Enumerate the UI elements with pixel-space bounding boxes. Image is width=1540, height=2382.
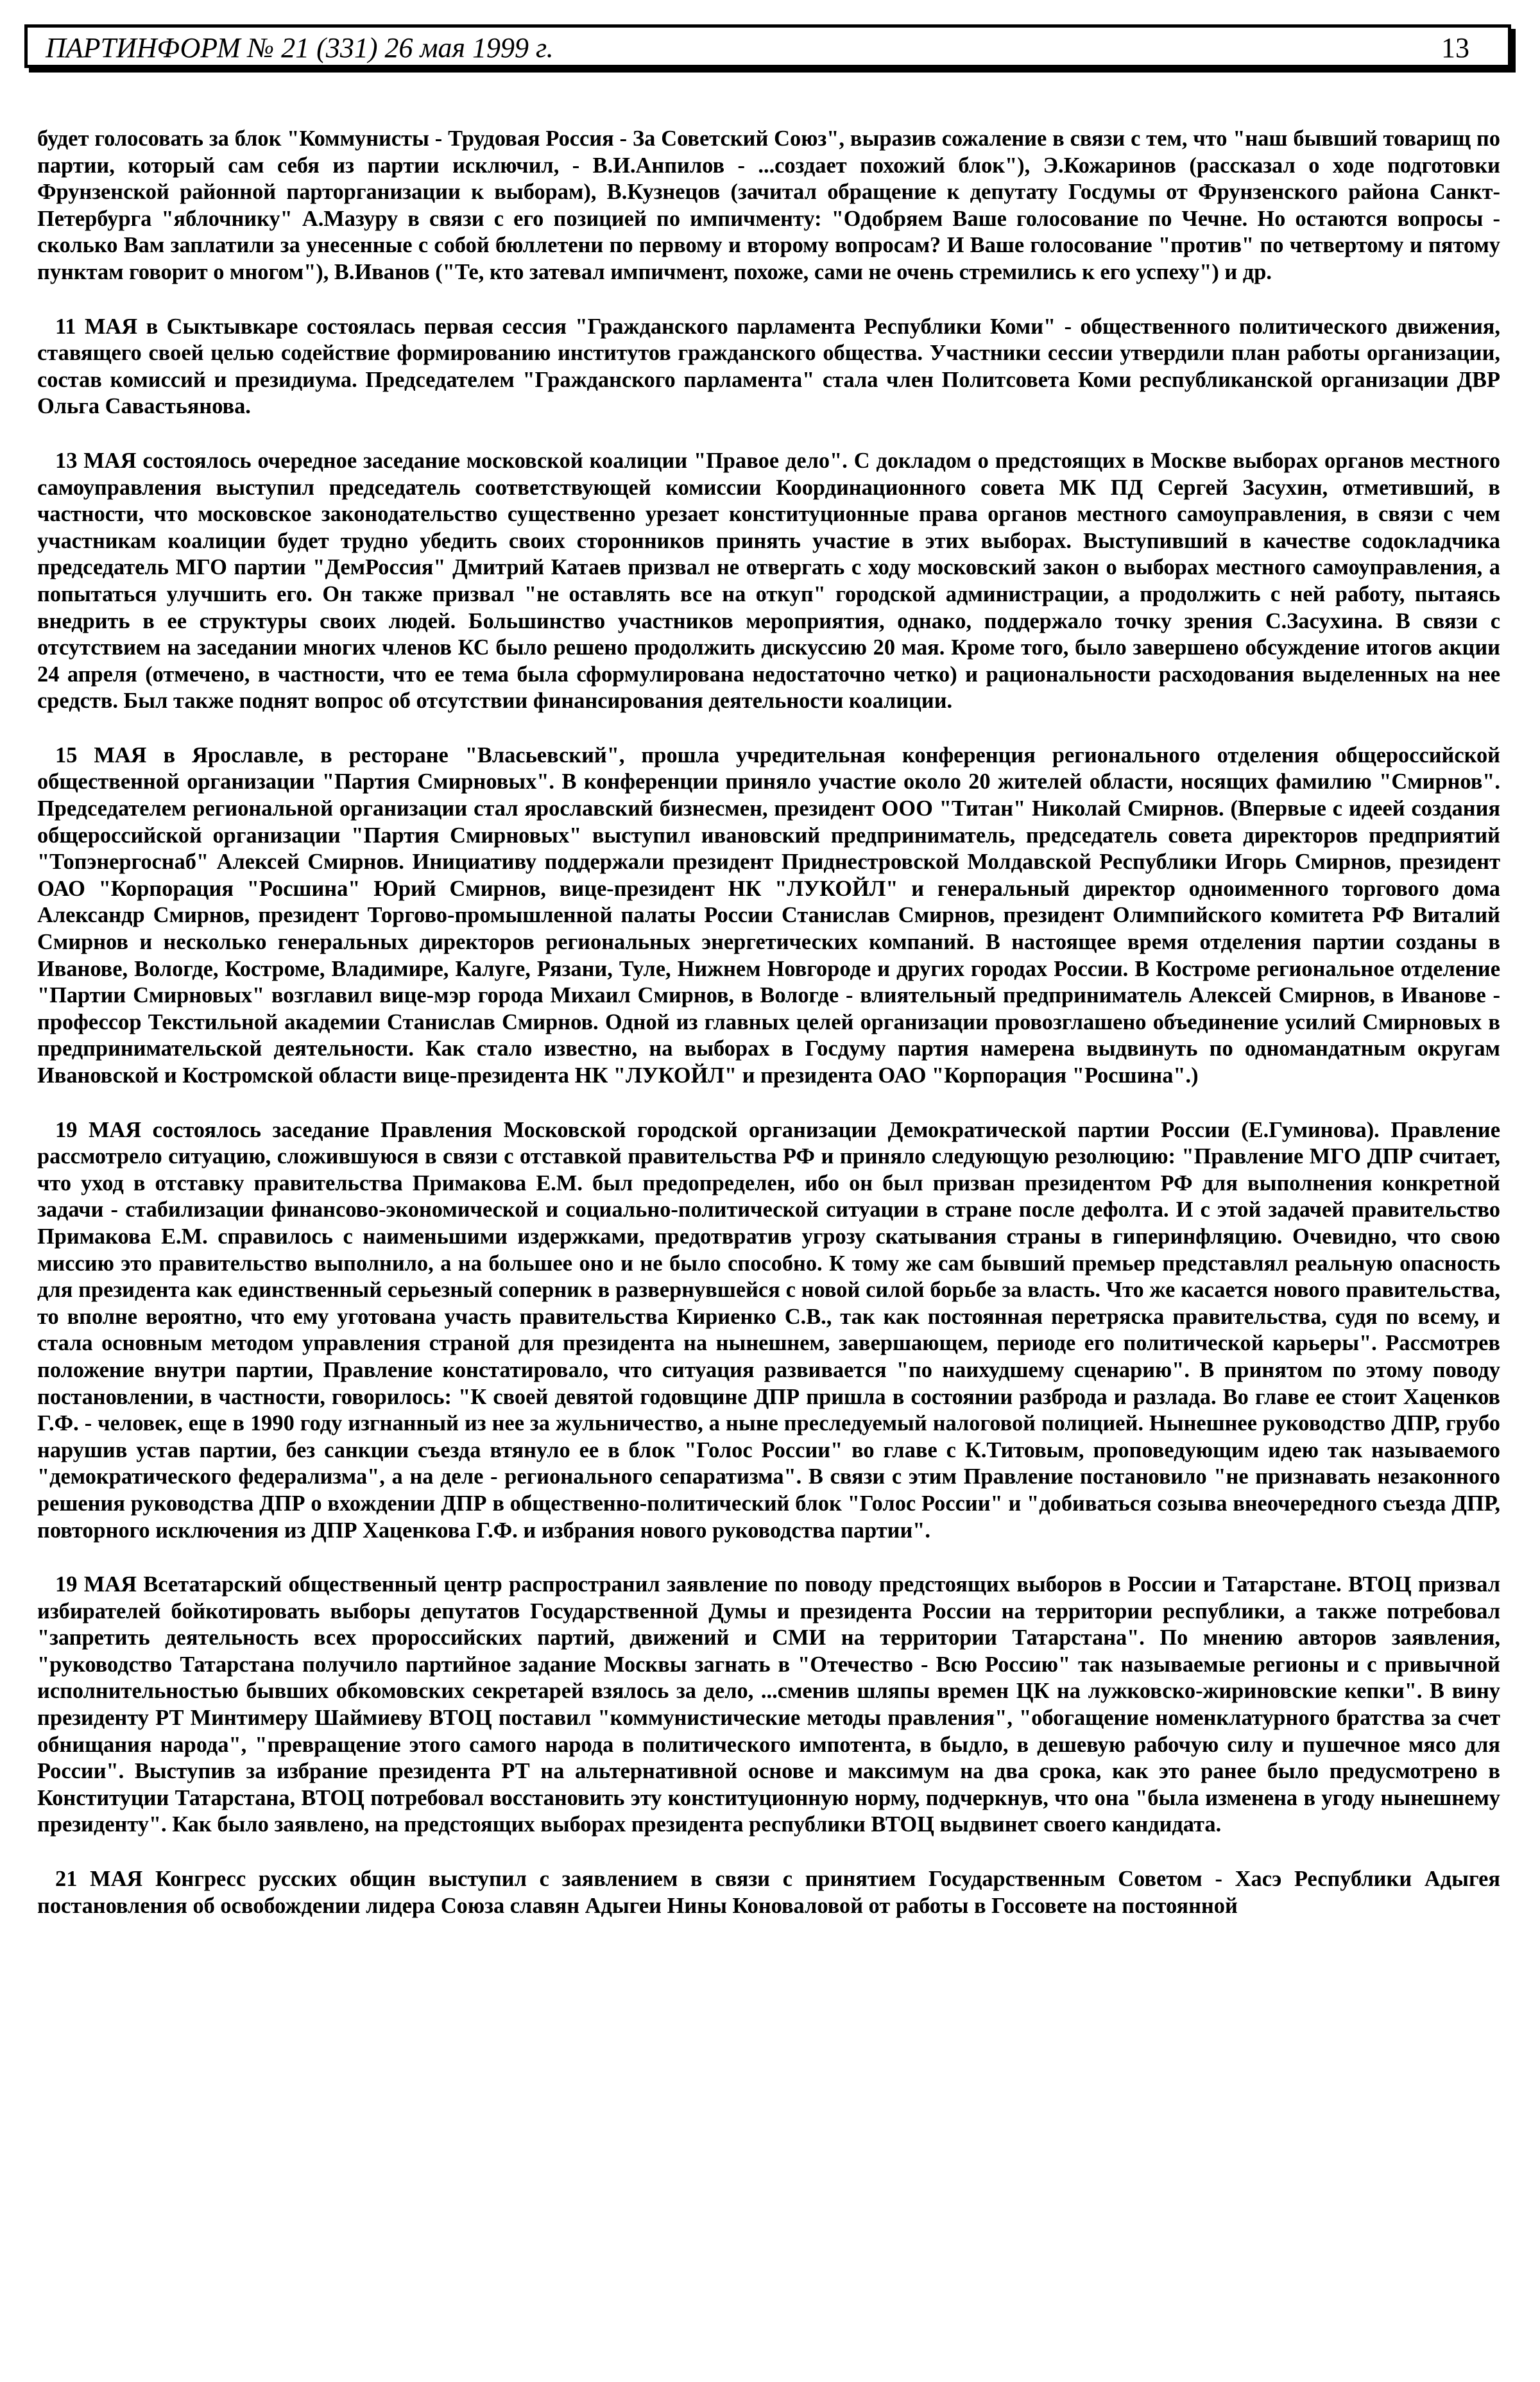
paragraph-may-15: 15 МАЯ в Ярославле, в ресторане "Власьевский", прошла учредительная конференция регионального отделения общероссийской общественной организации "Партия Смирновых". В конференции приняло участие около 20 жителей области, носящих фамилию "Смирнов". Председателем региональной организации стал ярославский бизнесмен, президент ООО "Титан" Николай Смирнов. (Впервые с идеей создания общероссийской организации "Партия Смирновых" выступил ивановский предприниматель, председатель совета директоров предприятий "Топэнергоснаб" Алексей Смирнов. Инициативу поддержали президент Приднестровской Молдавской Республики Игорь Смирнов, президент ОАО "Корпорация "Росшина" Юрий Смирнов, вице-президент НК "ЛУКОЙЛ" и генеральный директор одноименного торгового дома Александр Смирнов, президент Торгово-промышленной палаты России Станислав Смирнов, президент Олимпийского комитета РФ Виталий Смирнов и несколько генеральных директоров региональных энергетических компаний. В настоящее время отделения партии созданы в Иванове, Вологде, Костроме, Владимире, Калуге, Рязани, Туле, Нижнем Новгороде и других городах России. В Костроме региональное отделение "Партии Смирновых" возглавил вице-мэр города Михаил Смирнов, в Вологде - влиятельный предприниматель Алексей Смирнов, в Иванове - профессор Текстильной академии Станислав Смирнов. Одной из главных целей организации провозглашено объединение усилий Смирновых в предпринимательской деятельности. Как стало известно, на выборах в Госдуму партия намерена выдвинуть по одномандатным округам Ивановской и Костромской области вице-президента НК "ЛУКОЙЛ" и президента ОАО "Корпорация "Росшина".): [37, 742, 1500, 1088]
paragraph-may-11: 11 МАЯ в Сыктывкаре состоялась первая сессия "Гражданского парламента Республики Коми" - общественного политического движения, ставящего своей целью содействие формированию институтов гражданского общества. Участники сессии утвердили план работы организации, состав комиссий и президиума. Председателем "Гражданского парламента" стала член Политсовета Коми республиканской организации ДВР Ольга Савастьянова.: [37, 314, 1500, 419]
paragraph-may-19-vtoc: 19 МАЯ Всетатарский общественный центр распространил заявление по поводу предстоящих выборов в России и Татарстане. ВТОЦ призвал избирателей бойкотировать выборы депутатов Государственной Думы и президента России на территории республики, а также потребовал "запретить деятельность всех пророссийских партий, движений и СМИ на территории Татарстана". По мнению авторов заявления, "руководство Татарстана получило партийное задание Москвы загнать в "Отечество - Всю Россию" так называемые регионы и с привычной исполнительностью бывших обкомовских секретарей взялось за дело, ...сменив шляпы времен ЦК на лужковско-жириновские кепки". В вину президенту РТ Минтимеру Шаймиеву ВТОЦ поставил "коммунистические методы правления", "обогащение номенклатурного братства за счет обнищания народа", "превращение этого самого народа в политического импотента, в быдло, в дешевую рабочую силу и пушечное мясо для России". Выступив за избрание президента РТ на альтернативной основе и максимум на два срока, как это ранее было предусмотрено в Конституции Татарстана, ВТОЦ потребовал восстановить эту конституционную норму, подчеркнув, что она "была изменена в угоду нынешнему президенту". Как было заявлено, на предстоящих выборах президента республики ВТОЦ выдвинет своего кандидата.: [37, 1572, 1500, 1837]
paragraph-may-19-dpr: 19 МАЯ состоялось заседание Правления Московской городской организации Демократической партии России (Е.Гуминова). Правление рассмотрело ситуацию, сложившуюся в связи с отставкой правительства РФ и приняло следующую резолюцию: "Правление МГО ДПР считает, что уход в отставку правительства Примакова Е.М. был предопределен, ибо он был призван президентом РФ для выполнения конкретной задачи - стабилизации финансово-экономической и социально-политической ситуации в стране после дефолта. И с этой задачей правительство Примакова Е.М. справилось с наименьшими издержками, предотвратив угрозу скатывания страны в гиперинфляцию. Очевидно, что свою миссию это правительство выполнило, а на большее оно и не было способно. К тому же сам бывший премьер представлял реальную опасность для президента как единственный серьезный соперник в развернувшейся с новой силой борьбе за власть. Что же касается нового правительства, то вполне вероятно, что ему уготована участь правительства Кириенко С.В., так как постоянная перетряска правительства, судя по всему, и стала основным методом управления страной для президента на нынешнем, завершающем, периоде его политической карьеры". Рассмотрев положение внутри партии, Правление констатировало, что ситуация развивается "по наихудшему сценарию". В принятом по этому поводу постановлении, в частности, говорилось: "К своей девятой годовщине ДПР пришла в состоянии разброда и разлада. Во главе ее стоит Хаценков Г.Ф. - человек, еще в 1990 году изгнанный из нее за жульничество, а ныне преследуемый налоговой полицией. Нынешнее руководство ДПР, грубо нарушив устав партии, без санкции съезда втянуло ее в блок "Голос России" во главе с К.Титовым, проповедующим идею так называемого "демократического федерализма", а на деле - регионального сепаратизма". В связи с этим Правление постановило "не признавать незаконного решения руководства ДПР о вхождении ДПР в общественно-политический блок "Голос России" и "добиваться созыва внеочередного съезда ДПР, повторного исключения из ДПР Хаценкова Г.Ф. и избрания нового руководства партии".: [37, 1117, 1500, 1543]
page-header: [24, 24, 1511, 68]
publication-title: ПАРТИНФОРМ № 21 (331) 26 мая 1999 г.: [46, 32, 554, 64]
paragraph-may-21: 21 МАЯ Конгресс русских общин выступил с заявлением в связи с принятием Государственным Советом - Хасэ Республики Адыгея постановления об освобождении лидера Союза славян Адыгеи Нины Коноваловой от работы в Госсовете на постоянной: [37, 1867, 1500, 1918]
paragraph-may-13: 13 МАЯ состоялось очередное заседание московской коалиции "Правое дело". С докладом о предстоящих в Москве выборах органов местного самоуправления выступил председатель соответствующей комиссии Координационного совета МК ПД Сергей Засухин, отметивший, в частности, что московское законодательство существенно урезает конституционные права органов местного самоуправления, в связи с чем участникам коалиции будет трудно убедить своих сторонников принять участие в этих выборах. Выступивший в качестве содокладчика председатель МГО партии "ДемРоссия" Дмитрий Катаев призвал не отвергать с ходу московский закон о выборах местного самоуправления, а попытаться улучшить его. Он также призвал "не оставлять все на откуп" городской администрации, а продолжить с ней работу, пытаясь внедрить в ее структуры своих людей. Большинство участников мероприятия, однако, поддержало точку зрения С.Засухина. В связи с отсутствием на заседании многих членов КС было решено продолжить дискуссию 20 мая. Кроме того, было завершено обсуждение итогов акции 24 апреля (отмечено, в частности, что ее тема была сформулирована недостаточно четко) и рациональности расходования выделенных на нее средств. Был также поднят вопрос об отсутствии финансирования деятельности коалиции.: [37, 448, 1500, 714]
paragraph-continuation: будет голосовать за блок "Коммунисты - Трудовая Россия - За Советский Союз", выразив сожаление в связи с тем, что "наш бывший товарищ по партии, который сам себя из партии исключил, - В.И.Анпилов - ...создает похожий блок"), Э.Кожаринов (рассказал о ходе подготовки Фрунзенской районной парторганизации к выборам), В.Кузнецов (зачитал обращение к депутату Госдумы от Фрунзенского района Санкт-Петербурга "яблочнику" А.Мазуру в связи с его позицией по импичменту: "Одобряем Ваше голосование по Чечне. Но остаются вопросы - сколько Вам заплатили за унесенные с собой бюллетени по первому и второму вопросам? И Ваше голосование "против" по четвертому и пятому пунктам говорит о многом"), В.Иванов ("Те, кто затевал импичмент, похоже, сами не очень стремились к его успеху") и др.: [37, 126, 1500, 284]
article-body: [37, 126, 1500, 1947]
page-number: 13: [1441, 32, 1469, 64]
